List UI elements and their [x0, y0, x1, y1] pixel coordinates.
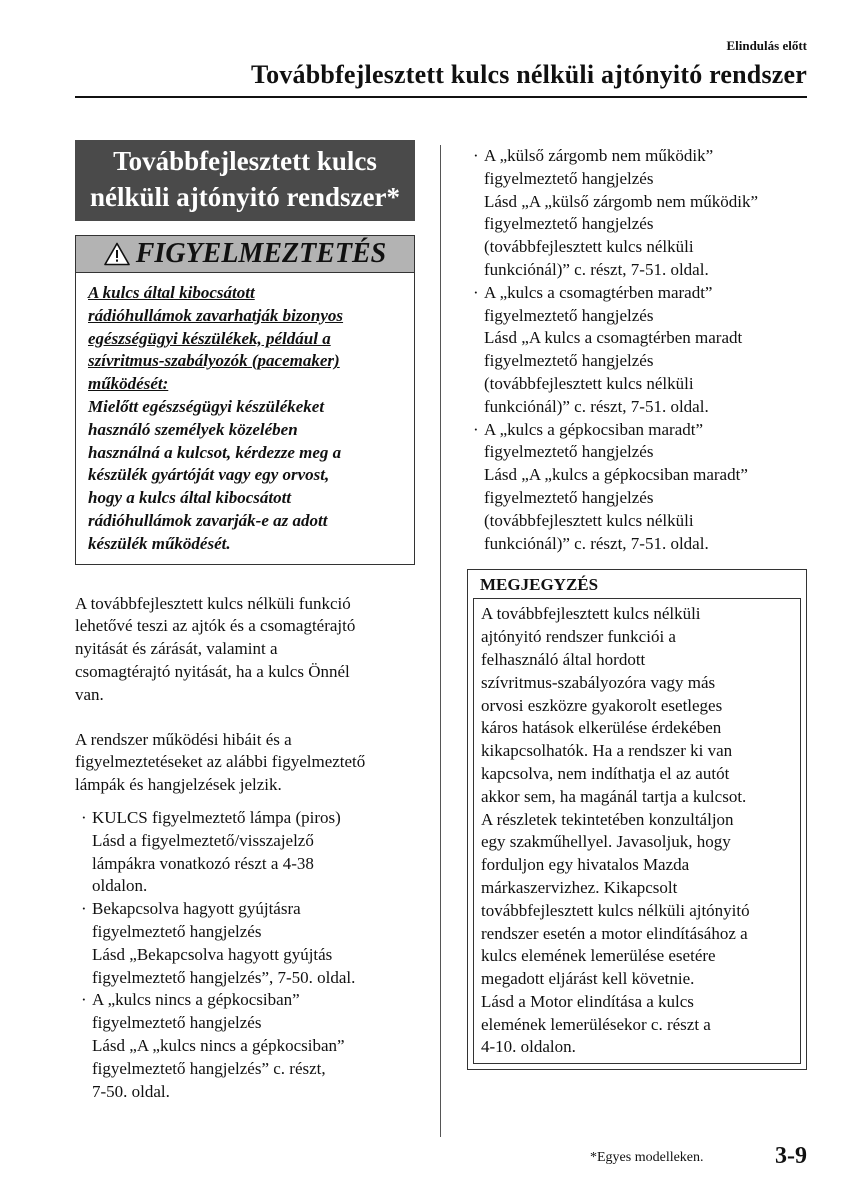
note-text	[473, 598, 801, 1064]
text-line: figyelmeztető hangjelzés	[484, 214, 654, 234]
bullet-dot: ·	[473, 282, 479, 302]
warning-line: hogy a kulcs által kibocsátott	[88, 488, 292, 508]
text-line: (továbbfejlesztett kulcs nélküli	[484, 237, 694, 257]
text-line: Lásd „A „kulcs nincs a gépkocsiban”	[92, 1035, 345, 1055]
list-item-title: A „kulcs a csomagtérben maradt”	[484, 282, 713, 302]
section-title-box	[75, 140, 415, 221]
text-line: A rendszer működési hibáit és a	[75, 729, 292, 749]
list-item	[75, 898, 415, 989]
list-item-title: A „külső zárgomb nem működik”	[484, 146, 714, 165]
note-line: szívritmus-szabályozóra vagy más	[481, 672, 716, 692]
indicator-list	[75, 807, 415, 1103]
text-line: van.	[75, 684, 104, 704]
footnote: *Egyes modelleken.	[590, 1150, 704, 1165]
page-number: 3-9	[775, 1143, 807, 1169]
page-heading: Továbbfejlesztett kulcs nélküli ajtónyitó rendszer	[251, 60, 807, 89]
section-title-line: nélküli ajtónyitó rendszer*	[90, 182, 400, 212]
text-line: nyitását és zárását, valamint a	[75, 639, 278, 659]
indicator-list-continued	[467, 145, 807, 555]
note-line: orvosi eszközre gyakorolt esetleges	[481, 695, 723, 715]
indicator-paragraph	[75, 729, 415, 797]
bullet-dot: ·	[473, 146, 479, 165]
note-line: megadott eljárást kell követnie.	[481, 969, 695, 989]
section-title-line: Továbbfejlesztett kulcs	[113, 146, 377, 176]
text-line: figyelmeztető hangjelzés	[484, 305, 654, 325]
list-item	[75, 989, 415, 1103]
warning-line: használó személyek közelében	[88, 419, 298, 439]
text-line: csomagtérajtó nyitását, ha a kulcs Önnél	[75, 661, 350, 681]
heading-rule	[75, 96, 807, 98]
list-item-title: A „kulcs nincs a gépkocsiban”	[92, 990, 300, 1010]
text-line: lehetővé teszi az ajtók és a csomagtérajtó	[75, 616, 356, 636]
text-line: lámpák és hangjelzések jelzik.	[75, 775, 282, 795]
warning-triangle-icon	[104, 242, 130, 266]
note-line: elemének lemerülésekor c. részt a	[481, 1014, 711, 1034]
text-line: 7-50. oldal.	[92, 1081, 170, 1101]
note-line: kikapcsolhatók. Ha a rendszer ki van	[481, 741, 733, 761]
text-line: funkciónál)” c. részt, 7-51. oldal.	[484, 533, 709, 553]
list-item-title: KULCS figyelmeztető lámpa (piros)	[92, 807, 341, 827]
text-line: Lásd „A „külső zárgomb nem működik”	[484, 191, 758, 211]
warning-line: egészségügyi készülékek, például a	[88, 328, 331, 348]
text-line: figyelmeztető hangjelzés	[484, 168, 654, 188]
text-line: (továbbfejlesztett kulcs nélküli	[484, 373, 694, 393]
list-item-title: Bekapcsolva hagyott gyújtásra	[92, 899, 301, 919]
note-line: egy szakműhellyel. Javasoljuk, hogy	[481, 832, 731, 852]
warning-line: A kulcs által kibocsátott	[88, 283, 255, 302]
list-item	[467, 282, 807, 419]
note-line: A továbbfejlesztett kulcs nélküli	[481, 604, 701, 624]
warning-line: Mielőtt egészségügyi készülékeket	[88, 396, 325, 416]
warning-line: rádióhullámok zavarhatják bizonyos	[88, 305, 344, 325]
text-line: figyelmeztető hangjelzés	[92, 921, 262, 941]
list-item	[467, 145, 807, 282]
note-line: továbbfejlesztett kulcs nélküli ajtónyitó	[481, 900, 750, 920]
note-line: Lásd a Motor elindítása a kulcs	[481, 991, 694, 1011]
note-line: ajtónyitó rendszer funkciói a	[481, 627, 676, 647]
text-line: Lásd a figyelmeztető/visszajelző	[92, 830, 314, 850]
text-line: (továbbfejlesztett kulcs nélküli	[484, 510, 694, 530]
list-item-title: A „kulcs a gépkocsiban maradt”	[484, 419, 704, 439]
text-line: lámpákra vonatkozó részt a 4-38	[92, 853, 314, 873]
note-line: kapcsolva, nem indíthatja el az autót	[481, 763, 730, 783]
note-line: kulcs elemének lemerülése esetére	[481, 946, 716, 966]
warning-line: készülék gyártóját vagy egy orvost,	[88, 465, 330, 485]
text-line: figyelmeztető hangjelzés	[484, 351, 654, 371]
text-line: A továbbfejlesztett kulcs nélküli funkció	[75, 593, 351, 613]
note-title: MEGJEGYZÉS	[480, 575, 599, 595]
text-line: funkciónál)” c. részt, 7-51. oldal.	[484, 259, 709, 279]
text-line: figyelmeztetéseket az alábbi figyelmeztető	[75, 752, 366, 772]
text-line: Lásd „A kulcs a csomagtérben maradt	[484, 328, 743, 348]
section-label: Elindulás előtt	[726, 38, 807, 53]
bullet-dot: ·	[81, 899, 87, 919]
note-line: káros hatások elkerülése érdekében	[481, 718, 722, 738]
note-box	[467, 569, 807, 1070]
warning-title: FIGYELMEZTETÉS	[135, 238, 387, 269]
warning-box	[75, 235, 415, 565]
column-divider	[440, 145, 441, 1137]
text-line: figyelmeztető hangjelzés	[92, 1013, 262, 1033]
note-line: márkaszervizhez. Kikapcsolt	[481, 877, 678, 897]
warning-line: működését:	[88, 374, 169, 394]
warning-line: rádióhullámok zavarják-e az adott	[88, 510, 328, 530]
note-line: akkor sem, ha magánál tartja a kulcsot.	[481, 786, 747, 806]
bullet-dot: ·	[473, 419, 479, 439]
bullet-dot: ·	[81, 990, 87, 1010]
text-line: Lásd „Bekapcsolva hagyott gyújtás	[92, 944, 333, 964]
text-line: Lásd „A „kulcs a gépkocsiban maradt”	[484, 465, 748, 485]
warning-line: készülék működését.	[88, 533, 231, 553]
text-line: funkciónál)” c. részt, 7-51. oldal.	[484, 396, 709, 416]
text-line: figyelmeztető hangjelzés	[484, 487, 654, 507]
right-column	[467, 145, 807, 1070]
note-line: felhasználó által hordott	[481, 649, 646, 669]
list-item	[75, 807, 415, 898]
note-line: forduljon egy hivatalos Mazda	[481, 855, 690, 875]
intro-paragraph	[75, 593, 415, 707]
text-line: figyelmeztető hangjelzés”, 7-50. oldal.	[92, 967, 356, 987]
bullet-dot: ·	[81, 807, 87, 827]
note-line: rendszer esetén a motor elindításához a	[481, 923, 748, 943]
text-line: oldalon.	[92, 876, 148, 896]
warning-line: használná a kulcsot, kérdezze meg a	[88, 442, 342, 462]
warning-text	[76, 273, 414, 564]
warning-line: szívritmus-szabályozók (pacemaker)	[88, 351, 340, 371]
note-line: 4-10. oldalon.	[481, 1037, 576, 1057]
list-item	[467, 419, 807, 556]
text-line: figyelmeztető hangjelzés” c. részt,	[92, 1058, 326, 1078]
note-line: A részletek tekintetében konzultáljon	[481, 809, 734, 829]
left-column	[75, 140, 415, 1103]
text-line: figyelmeztető hangjelzés	[484, 442, 654, 462]
warning-header	[76, 236, 414, 273]
